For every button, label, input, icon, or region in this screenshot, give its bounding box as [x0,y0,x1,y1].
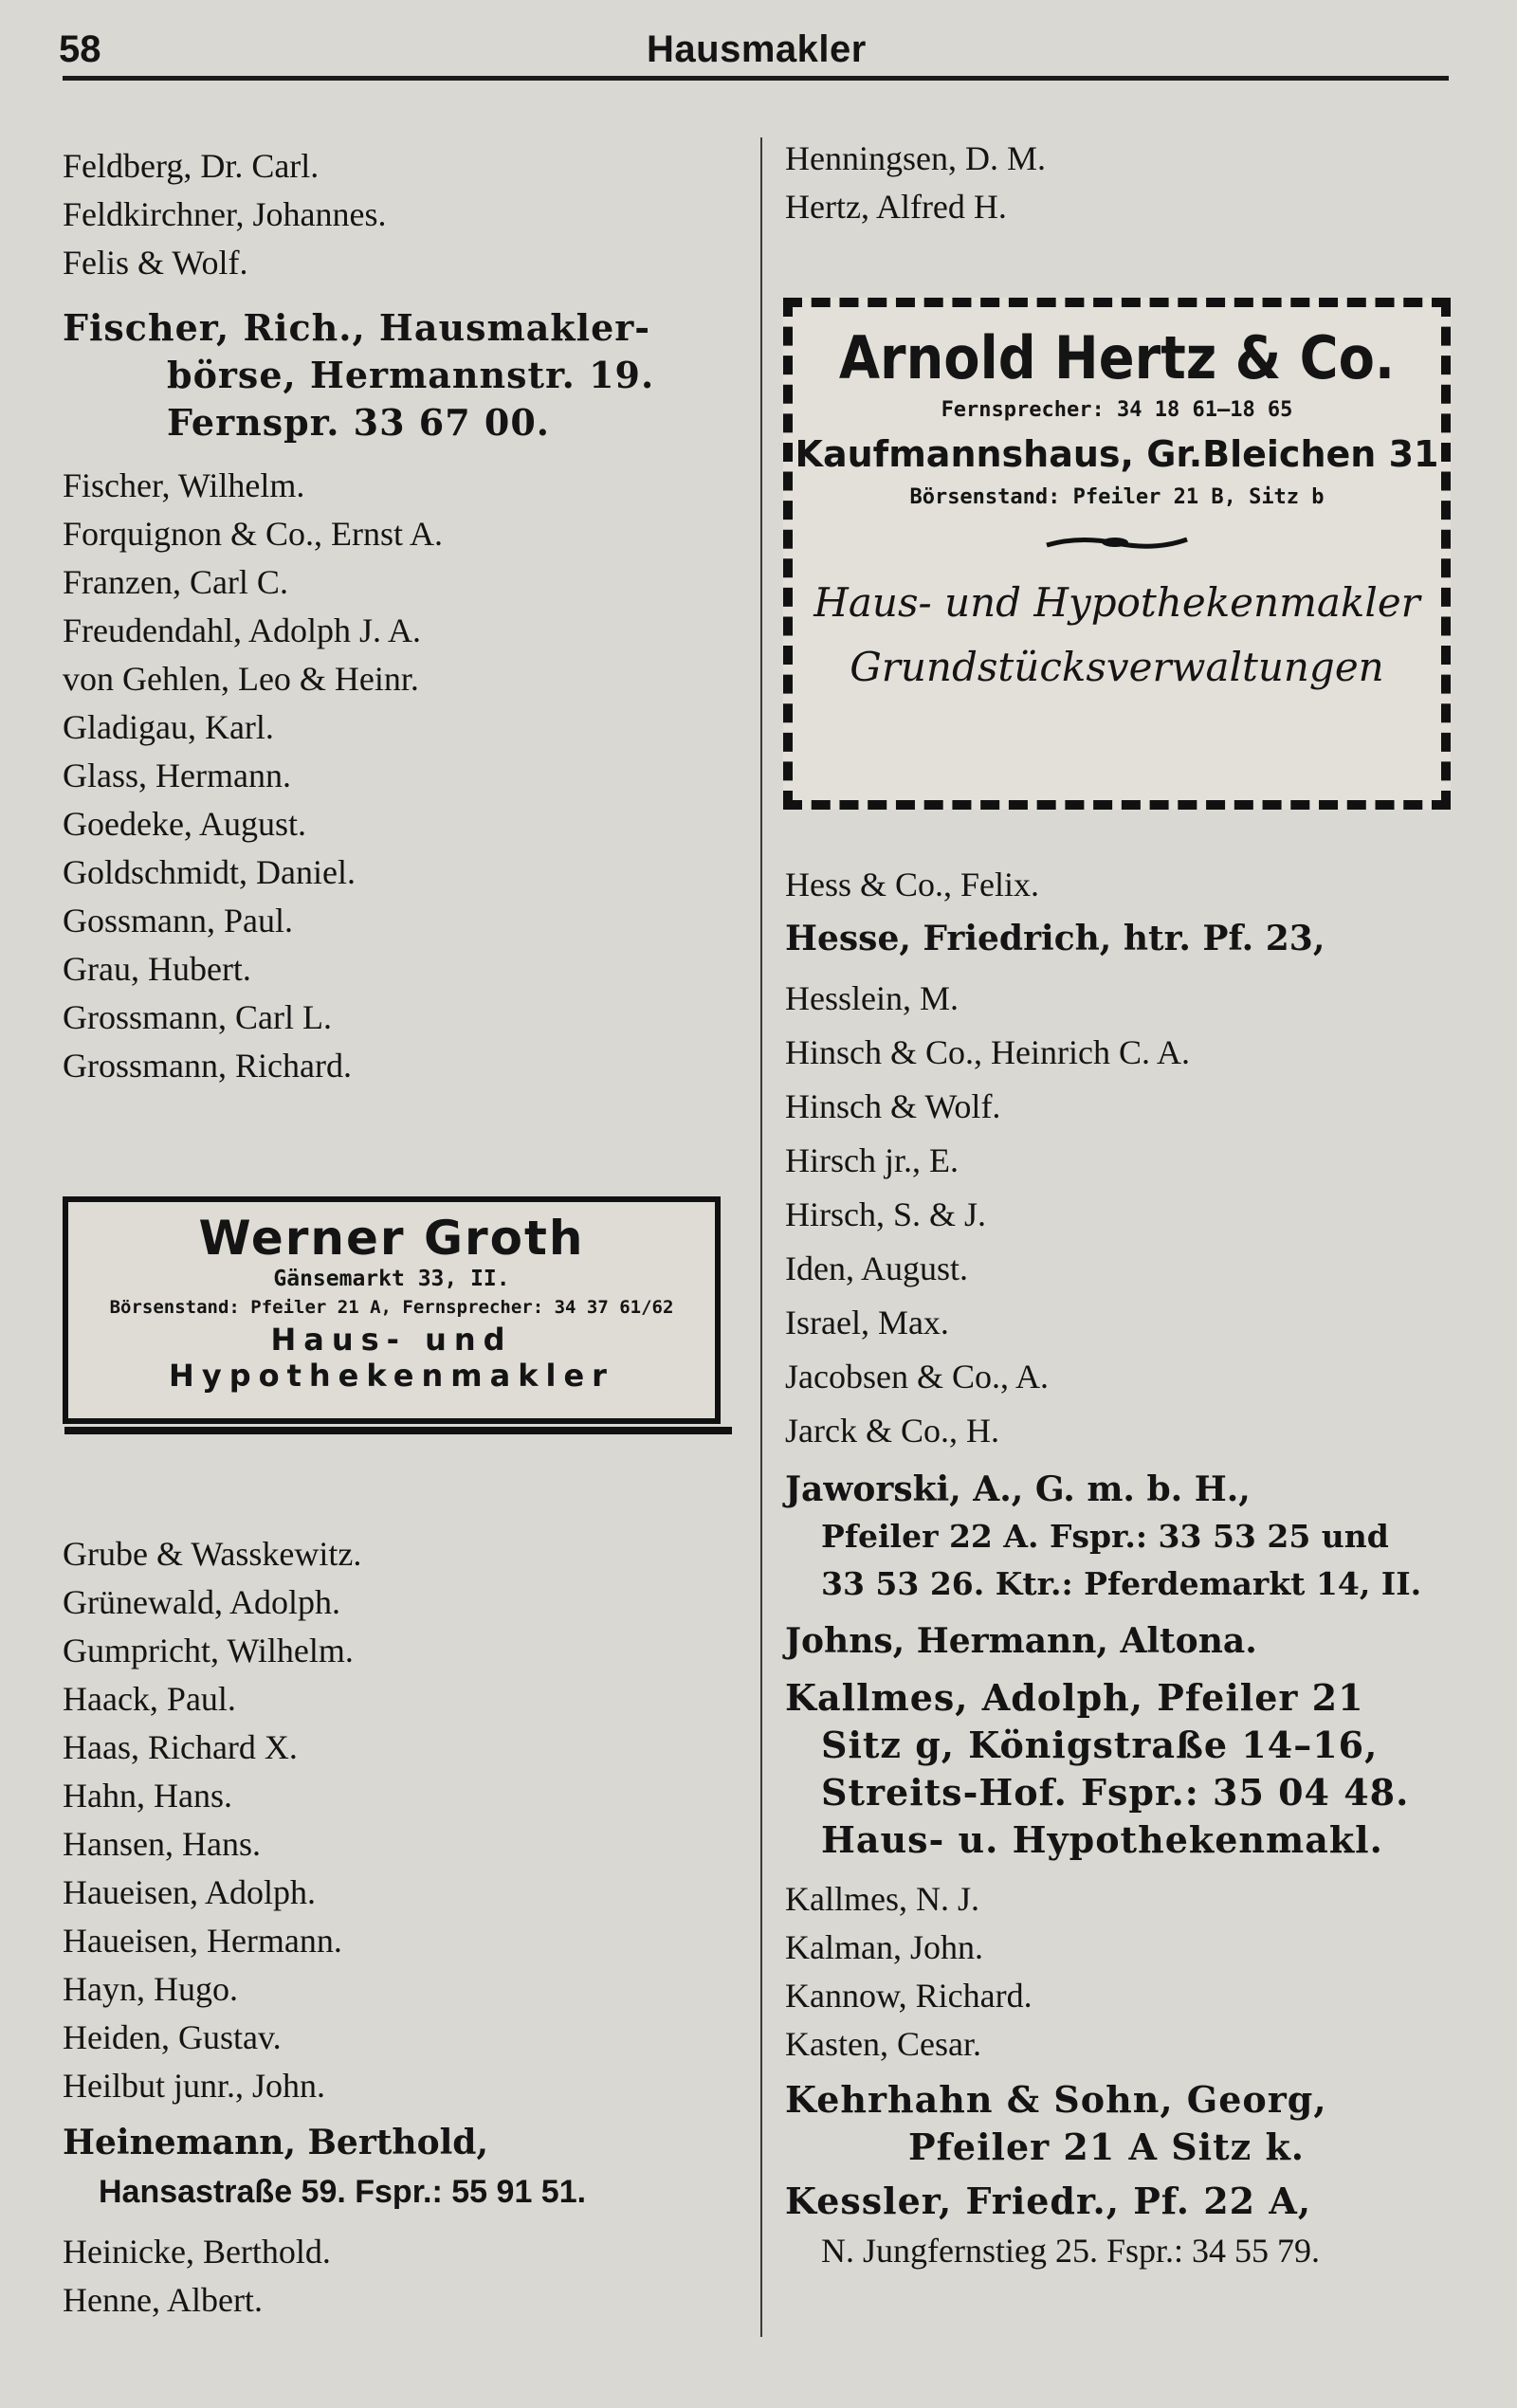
ad-tagline: Hypothekenmakler [169,1358,614,1394]
list-item: Grube & Wasskewitz. [63,1535,362,1573]
right-column [785,135,1468,231]
list-item: Hertz, Alfred H. [785,188,1007,226]
left-column-lower [63,1530,745,2325]
entry-line: 33 53 26. Ktr.: Pferdemarkt 14, II. [821,1565,1422,1602]
list-item: Hahn, Hans. [63,1777,232,1815]
page-number: 58 [59,28,101,70]
kessler-entry [785,2177,1468,2275]
list-item: Haack, Paul. [63,1680,236,1718]
ad-arnold-hertz [783,298,1451,810]
list-item: Grau, Hubert. [63,950,251,988]
list-item: Felis & Wolf. [63,244,248,282]
list-item: Henningsen, D. M. [785,139,1046,177]
ad-address: Gänsemarkt 33, II. [273,1267,510,1291]
list-item: Haueisen, Hermann. [63,1922,342,1960]
list-item: Heilbut junr., John. [63,2067,325,2105]
list-item: Glass, Hermann. [63,757,291,794]
ad-address: Kaufmannshaus, Gr.Bleichen 31 [795,433,1439,475]
entry-line: Hesse, Friedrich, htr. Pf. 23, [785,919,1325,958]
entry-line: Streits-Hof. Fspr.: 35 04 48. [821,1771,1410,1814]
list-item: von Gehlen, Leo & Heinr. [63,660,419,698]
left-column [63,142,745,1090]
entry-line: Johns, Hermann, Altona. [785,1621,1257,1661]
entry-line: Kehrhahn & Sohn, Georg, [785,2078,1327,2121]
ad-tagline: Haus- und Hypothekenmakler [813,579,1420,626]
list-item: Franzen, Carl C. [63,563,288,601]
list-item: Goldschmidt, Daniel. [63,853,356,891]
kallmes-entry [785,1674,1468,1864]
list-item: Israel, Max. [785,1304,949,1341]
list-item: Kannow, Richard. [785,1977,1033,2015]
list-item: Kallmes, N. J. [785,1880,979,1918]
page-header [59,28,1448,76]
list-item: Forquignon & Co., Ernst A. [63,515,444,553]
entry-line: Kallmes, Adolph, Pfeiler 21 [785,1676,1364,1719]
list-item: Feldberg, Dr. Carl. [63,147,320,185]
list-item: Hansen, Hans. [63,1825,261,1863]
ad-contact: Börsenstand: Pfeiler 21 A, Fernsprecher: 34 37 61/62 [109,1297,674,1318]
ad-tagline: Haus- und [270,1322,513,1358]
list-item: Hayn, Hugo. [63,1970,238,2008]
ad-shadow-rule [64,1427,732,1434]
header-rule [63,76,1449,81]
running-title: Hausmakler [647,28,867,70]
list-item: Gossmann, Paul. [63,902,293,939]
entry-line: Pfeiler 22 A. Fspr.: 33 53 25 und [821,1518,1389,1555]
hesse-entry [785,915,1468,962]
entry-line: Pfeiler 21 A Sitz k. [908,2125,1306,2168]
ad-werner-groth [63,1196,721,1424]
list-item: Iden, August. [785,1250,968,1287]
entry-line: Haus- u. Hypothekenmakl. [821,1818,1383,1861]
list-item: Hinsch & Wolf. [785,1087,1001,1125]
list-item: Heinicke, Berthold. [63,2233,331,2271]
entry-line: Fernspr. 33 67 00. [167,401,551,444]
jaworski-entry [785,1466,1468,1608]
ad-company-name: Arnold Hertz & Co. [838,323,1396,392]
right-column-lower [785,861,1468,2287]
ad-tagline: Grundstücksverwaltungen [850,644,1384,690]
entry-line: Hansastraße 59. Fspr.: 55 91 51. [99,2174,587,2210]
list-item: Freudendahl, Adolph J. A. [63,611,421,649]
ad-phone: Fernsprecher: 34 18 61–18 65 [941,398,1293,422]
johns-entry [785,1617,1468,1665]
ad-company-name: Werner Groth [198,1211,585,1266]
list-item: Hinsch & Co., Heinrich C. A. [785,1033,1190,1071]
list-item: Grossmann, Carl L. [63,998,332,1036]
list-item: Hirsch jr., E. [785,1141,959,1179]
entry-line: Fischer, Rich., Hausmakler- [63,306,651,349]
entry-line: börse, Hermannstr. 19. [167,354,655,396]
list-item: Haas, Richard X. [63,1728,298,1766]
heinemann-entry [63,2118,745,2216]
list-item: Heiden, Gustav. [63,2018,282,2056]
list-item: Kasten, Cesar. [785,2025,981,2063]
ad-stand: Börsenstand: Pfeiler 21 B, Sitz b [909,485,1325,509]
list-item: Feldkirchner, Johannes. [63,195,387,233]
list-item: Hirsch, S. & J. [785,1195,987,1233]
list-item: Fischer, Wilhelm. [63,466,305,504]
list-item: Kalman, John. [785,1928,983,1966]
entry-line: Jaworski, A., G. m. b. H., [785,1469,1251,1509]
list-item: Grossmann, Richard. [63,1047,352,1085]
entry-line: N. Jungfernstieg 25. Fspr.: 34 55 79. [821,2232,1320,2270]
list-item: Gumpricht, Wilhelm. [63,1632,354,1669]
list-item: Jacobsen & Co., A. [785,1358,1049,1396]
list-item: Gladigau, Karl. [63,708,274,746]
entry-line: Kessler, Friedr., Pf. 22 A, [785,2180,1312,2222]
list-item: Henne, Albert. [63,2281,263,2319]
list-item: Goedeke, August. [63,805,306,843]
list-item: Haueisen, Adolph. [63,1873,316,1911]
ornament-flourish-icon [793,514,1441,571]
column-divider [760,137,762,2337]
entry-line: Sitz g, Königstraße 14–16, [821,1724,1379,1766]
fischer-entry [63,304,745,447]
list-item: Hess & Co., Felix. [785,866,1040,903]
list-item: Jarck & Co., H. [785,1412,999,1450]
kehrhahn-entry [785,2076,1468,2171]
entry-line: Heinemann, Berthold, [63,2123,488,2162]
list-item: Grünewald, Adolph. [63,1583,340,1621]
list-item: Hesslein, M. [785,979,959,1017]
